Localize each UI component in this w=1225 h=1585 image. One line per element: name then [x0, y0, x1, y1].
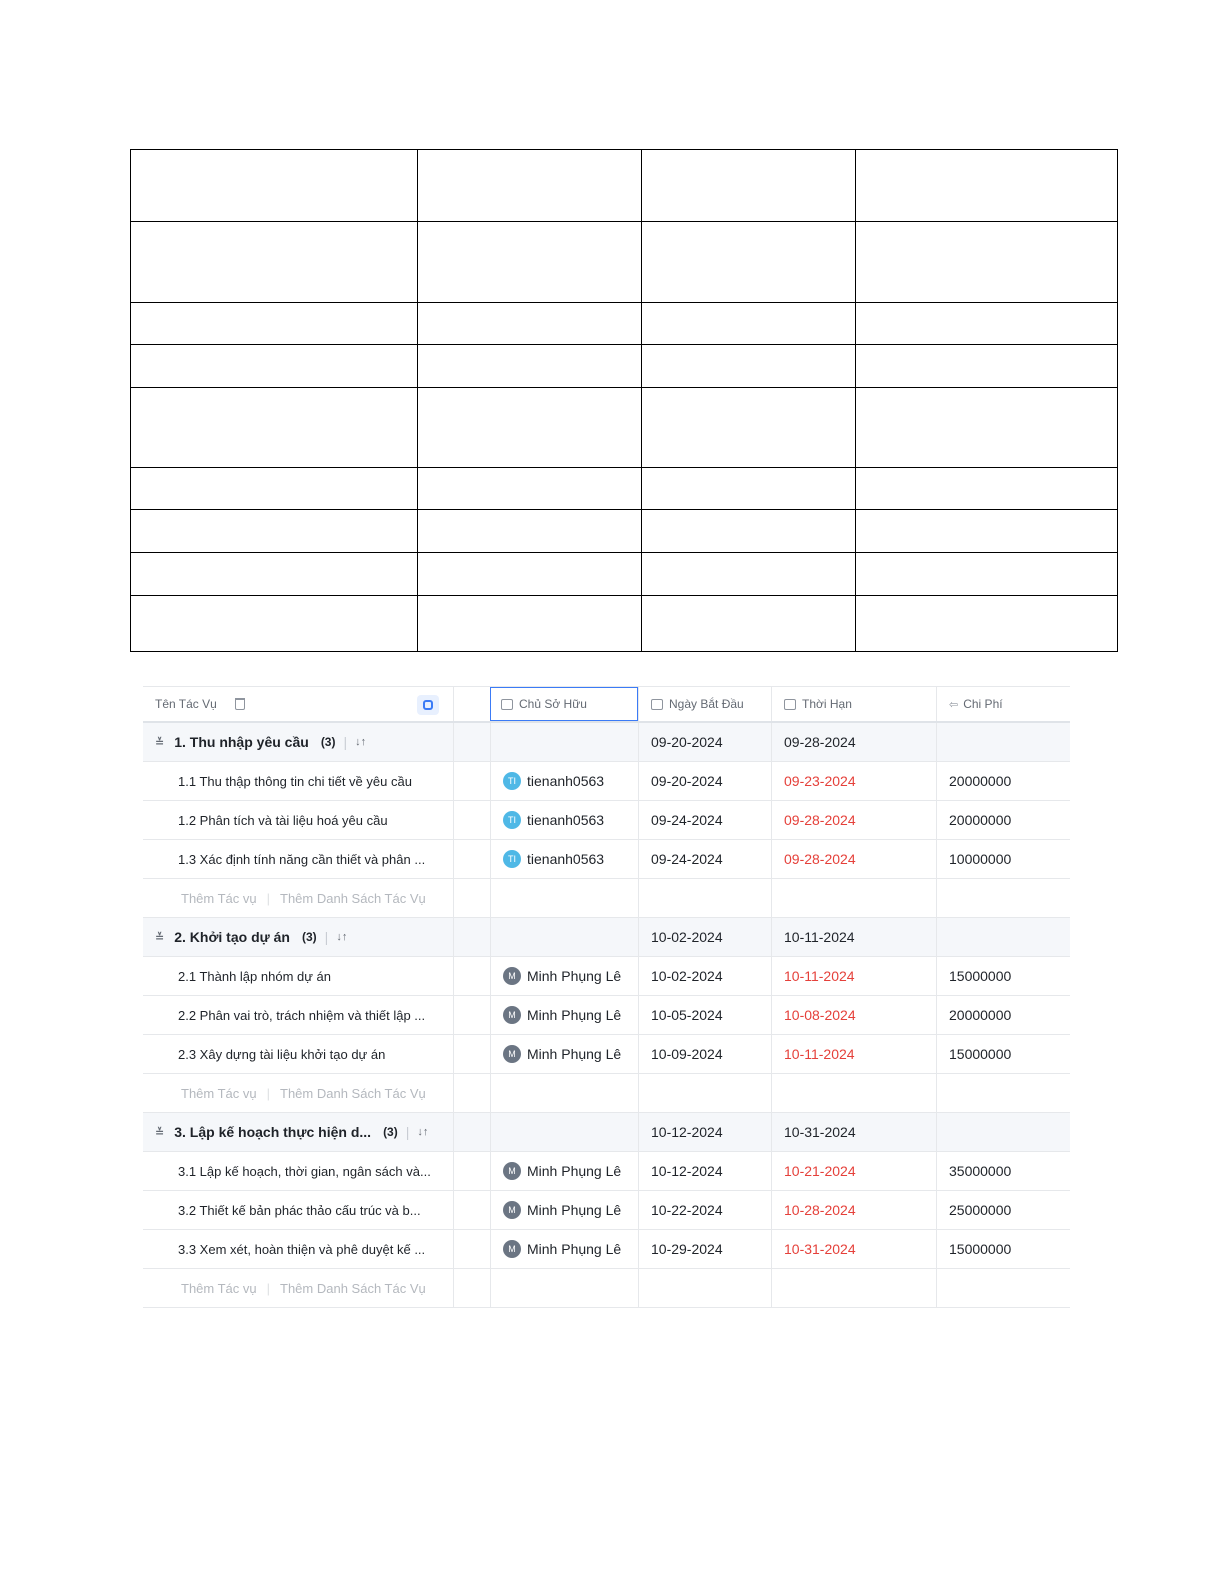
task-blank-cell: [453, 762, 491, 800]
column-header-start-date-label: Ngày Bắt Đầu: [669, 697, 744, 711]
divider: |: [266, 1280, 271, 1296]
empty-table-row: [131, 510, 1118, 553]
task-start-date[interactable]: 10-29-2024: [638, 1230, 771, 1268]
avatar: M: [503, 1162, 521, 1180]
add-blank-cell: [638, 879, 771, 917]
owner-name: Minh Phụng Lê: [527, 968, 622, 984]
task-owner[interactable]: [490, 762, 638, 800]
owner-name: Minh Phụng Lê: [527, 1202, 622, 1218]
task-row[interactable]: [143, 840, 1070, 879]
grid-body: [143, 723, 1070, 1308]
task-owner[interactable]: [490, 1230, 638, 1268]
sort-icon[interactable]: ↓↑: [336, 931, 348, 943]
task-start-date[interactable]: 09-24-2024: [638, 801, 771, 839]
add-task-button[interactable]: Thêm Tác vụ: [181, 1280, 257, 1296]
empty-table-row: [131, 222, 1118, 303]
sort-icon[interactable]: ↓↑: [355, 736, 367, 748]
task-due-date[interactable]: 09-28-2024: [771, 801, 936, 839]
calendar-icon: [651, 699, 663, 710]
task-row[interactable]: [143, 1191, 1070, 1230]
empty-table-row: [131, 150, 1118, 222]
task-start-date[interactable]: 10-02-2024: [638, 957, 771, 995]
task-cost[interactable]: 25000000: [936, 1191, 1070, 1229]
grid-header: [143, 686, 1070, 723]
task-row[interactable]: [143, 801, 1070, 840]
task-name[interactable]: 3.1 Lập kế hoạch, thời gian, ngân sách và...: [178, 1163, 431, 1179]
group-title[interactable]: 3. Lập kế hoạch thực hiện d...: [174, 1124, 372, 1140]
group-title[interactable]: 2. Khởi tạo dự án: [174, 929, 290, 945]
divider: |: [266, 890, 271, 906]
task-cost[interactable]: 15000000: [936, 1230, 1070, 1268]
task-name[interactable]: 3.3 Xem xét, hoàn thiện và phê duyệt kế ...: [178, 1241, 426, 1257]
task-name[interactable]: 1.1 Thu thập thông tin chi tiết về yêu cầu: [178, 773, 412, 789]
task-due-date[interactable]: 10-11-2024: [771, 1035, 936, 1073]
group-start-date[interactable]: 09-20-2024: [638, 723, 771, 761]
owner-name: Minh Phụng Lê: [527, 1007, 622, 1023]
owner-name: Minh Phụng Lê: [527, 1046, 622, 1062]
add-blank-cell: [936, 1074, 1070, 1112]
task-cost[interactable]: 35000000: [936, 1152, 1070, 1190]
task-due-date[interactable]: 10-11-2024: [771, 957, 936, 995]
group-start-date[interactable]: 10-12-2024: [638, 1113, 771, 1151]
owner-name: Minh Phụng Lê: [527, 1163, 622, 1179]
task-start-date[interactable]: 10-05-2024: [638, 996, 771, 1034]
column-header-due-date-label: Thời Hạn: [802, 697, 852, 711]
group-blank-cell: [453, 918, 491, 956]
task-due-date[interactable]: 10-21-2024: [771, 1152, 936, 1190]
task-name[interactable]: 1.3 Xác định tính năng cần thiết và phân ...: [178, 851, 426, 867]
add-blank-cell: [453, 879, 491, 917]
group-cost-cell: [936, 1113, 1070, 1151]
task-blank-cell: [453, 996, 491, 1034]
group-owner-cell: [490, 723, 639, 761]
avatar: TI: [503, 772, 521, 790]
column-header-task-name-label: Tên Tác Vụ: [155, 697, 217, 711]
group-count: (3): [383, 1125, 398, 1139]
owner-name: tienanh0563: [527, 851, 605, 867]
add-blank-cell: [453, 1269, 491, 1307]
group-owner-cell: [490, 1113, 639, 1151]
task-name[interactable]: 1.2 Phân tích và tài liệu hoá yêu cầu: [178, 812, 388, 828]
task-due-date[interactable]: 10-31-2024: [771, 1230, 936, 1268]
column-header-blank: [453, 687, 491, 721]
task-owner[interactable]: [490, 1191, 638, 1229]
task-cost[interactable]: 20000000: [936, 996, 1070, 1034]
group-row[interactable]: [143, 918, 1070, 957]
task-owner[interactable]: [490, 957, 638, 995]
task-row[interactable]: [143, 996, 1070, 1035]
add-task-button[interactable]: Thêm Tác vụ: [181, 1085, 257, 1101]
group-owner-cell: [490, 918, 639, 956]
calendar-icon: [784, 699, 796, 710]
task-blank-cell: [453, 957, 491, 995]
owner-name: tienanh0563: [527, 773, 605, 789]
task-cost[interactable]: 20000000: [936, 762, 1070, 800]
add-task-cell: [143, 1074, 453, 1112]
group-row[interactable]: [143, 723, 1070, 762]
task-row[interactable]: [143, 1035, 1070, 1074]
task-grid: [143, 686, 1070, 1308]
column-header-task-name[interactable]: [143, 687, 453, 721]
add-blank-cell: [771, 1074, 936, 1112]
divider: |: [405, 1124, 410, 1140]
column-header-cost-label: Chi Phí: [963, 697, 1003, 711]
task-start-date[interactable]: 09-20-2024: [638, 762, 771, 800]
avatar: M: [503, 1240, 521, 1258]
group-blank-cell: [453, 1113, 491, 1151]
add-task-list-button[interactable]: Thêm Danh Sách Tác Vụ: [280, 890, 426, 906]
group-blank-cell: [453, 723, 491, 761]
group-due-date[interactable]: 10-31-2024: [771, 1113, 936, 1151]
empty-table-row: [131, 345, 1118, 388]
sort-icon[interactable]: ↓↑: [417, 1126, 429, 1138]
avatar: M: [503, 1045, 521, 1063]
task-row[interactable]: [143, 762, 1070, 801]
column-header-start-date[interactable]: [638, 687, 771, 721]
column-header-cost[interactable]: [936, 687, 1070, 721]
task-name[interactable]: 3.2 Thiết kế bản phác thảo cấu trúc và b...: [178, 1202, 421, 1218]
task-row[interactable]: [143, 1230, 1070, 1269]
add-task-list-button[interactable]: Thêm Danh Sách Tác Vụ: [280, 1085, 426, 1101]
task-start-date[interactable]: 10-09-2024: [638, 1035, 771, 1073]
add-blank-cell: [490, 879, 639, 917]
add-task-row: [143, 879, 1070, 918]
add-blank-cell: [638, 1074, 771, 1112]
avatar: TI: [503, 850, 521, 868]
task-cost[interactable]: 15000000: [936, 957, 1070, 995]
add-blank-cell: [771, 879, 936, 917]
group-cost-cell: [936, 918, 1070, 956]
task-name[interactable]: 2.3 Xây dựng tài liệu khởi tạo dự án: [178, 1046, 386, 1062]
task-name[interactable]: 2.1 Thành lập nhóm dự án: [178, 968, 332, 984]
task-name[interactable]: 2.2 Phân vai trò, trách nhiệm và thiết lập ...: [178, 1007, 426, 1023]
task-start-date[interactable]: 10-12-2024: [638, 1152, 771, 1190]
task-owner[interactable]: [490, 1152, 638, 1190]
add-blank-cell: [490, 1269, 639, 1307]
task-owner[interactable]: [490, 801, 638, 839]
group-name-cell: [143, 1113, 453, 1151]
empty-table-row: [131, 596, 1118, 652]
collapse-icon[interactable]: ≚: [155, 736, 165, 749]
add-task-button[interactable]: Thêm Tác vụ: [181, 890, 257, 906]
add-task-list-button[interactable]: Thêm Danh Sách Tác Vụ: [280, 1280, 426, 1296]
add-blank-cell: [936, 1269, 1070, 1307]
owner-name: Minh Phụng Lê: [527, 1241, 622, 1257]
collapse-icon[interactable]: ≚: [155, 931, 165, 944]
add-blank-cell: [771, 1269, 936, 1307]
task-due-date[interactable]: 09-23-2024: [771, 762, 936, 800]
divider: |: [266, 1085, 271, 1101]
person-icon: [501, 699, 513, 710]
add-blank-cell: [453, 1074, 491, 1112]
group-name-cell: [143, 918, 453, 956]
group-row[interactable]: [143, 1113, 1070, 1152]
group-due-date[interactable]: 09-28-2024: [771, 723, 936, 761]
add-blank-cell: [490, 1074, 639, 1112]
add-task-cell: [143, 1269, 453, 1307]
task-blank-cell: [453, 1035, 491, 1073]
task-start-date[interactable]: 10-22-2024: [638, 1191, 771, 1229]
avatar: M: [503, 967, 521, 985]
group-start-date[interactable]: 10-02-2024: [638, 918, 771, 956]
task-cost[interactable]: 20000000: [936, 801, 1070, 839]
avatar: M: [503, 1006, 521, 1024]
trash-icon[interactable]: [235, 698, 245, 710]
group-title[interactable]: 1. Thu nhập yêu cầu: [174, 734, 309, 750]
collapse-icon[interactable]: ≚: [155, 1126, 165, 1139]
add-task-cell: [143, 879, 453, 917]
task-blank-cell: [453, 1191, 491, 1229]
task-blank-cell: [453, 801, 491, 839]
empty-table-row: [131, 468, 1118, 510]
task-owner[interactable]: [490, 840, 638, 878]
group-count: (3): [320, 735, 336, 749]
group-cost-cell: [936, 723, 1070, 761]
add-blank-cell: [936, 879, 1070, 917]
group-name-cell: [143, 723, 453, 761]
task-due-date[interactable]: 10-08-2024: [771, 996, 936, 1034]
task-cost[interactable]: 15000000: [936, 1035, 1070, 1073]
add-task-row: [143, 1269, 1070, 1308]
add-blank-cell: [638, 1269, 771, 1307]
task-row[interactable]: [143, 957, 1070, 996]
task-row[interactable]: [143, 1152, 1070, 1191]
database-icon[interactable]: [417, 695, 439, 715]
task-blank-cell: [453, 840, 491, 878]
task-blank-cell: [453, 1152, 491, 1190]
task-blank-cell: [453, 1230, 491, 1268]
task-owner[interactable]: [490, 1035, 638, 1073]
avatar: TI: [503, 811, 521, 829]
column-header-owner-label: Chủ Sở Hữu: [519, 697, 587, 711]
task-start-date[interactable]: 09-24-2024: [638, 840, 771, 878]
task-due-date[interactable]: 10-28-2024: [771, 1191, 936, 1229]
task-cost[interactable]: 10000000: [936, 840, 1070, 878]
empty-table: [130, 149, 1118, 652]
arrow-left-icon: ⇦: [949, 698, 959, 711]
divider: |: [324, 929, 329, 945]
task-due-date[interactable]: 09-28-2024: [771, 840, 936, 878]
column-header-due-date[interactable]: [771, 687, 936, 721]
empty-table-row: [131, 388, 1118, 468]
task-owner[interactable]: [490, 996, 638, 1034]
owner-name: tienanh0563: [527, 812, 605, 828]
empty-table-row: [131, 303, 1118, 345]
avatar: M: [503, 1201, 521, 1219]
empty-table-row: [131, 553, 1118, 596]
column-header-owner[interactable]: [490, 687, 638, 721]
group-count: (3): [302, 930, 317, 944]
group-due-date[interactable]: 10-11-2024: [771, 918, 936, 956]
add-task-row: [143, 1074, 1070, 1113]
divider: |: [343, 734, 348, 750]
